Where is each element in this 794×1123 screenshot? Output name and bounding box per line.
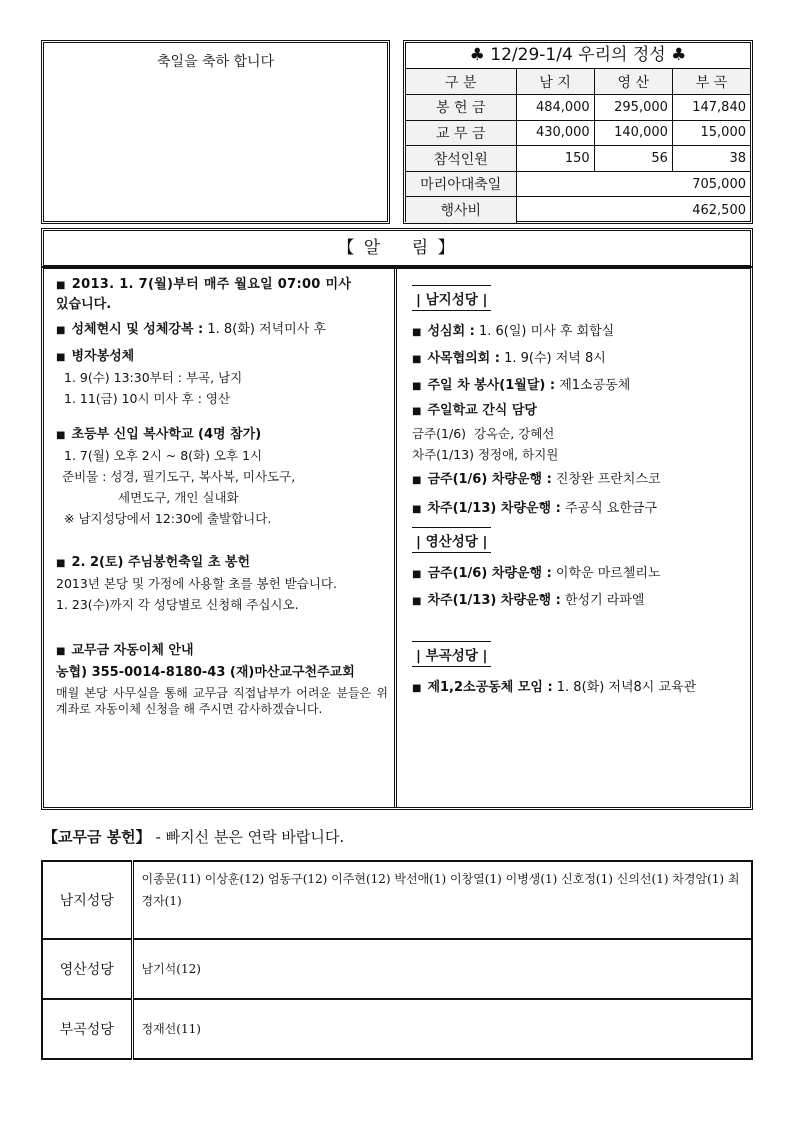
notice-item-title: 주일 차 봉사(1월달) : [427,378,556,393]
bullet-square-icon [56,322,71,337]
notice-item [56,425,388,445]
offering-header-cell: 부 곡 [672,69,750,95]
notice-item-title: 병자봉성체 [71,349,135,364]
notice-item [412,319,742,346]
bullet-square-icon [412,501,427,516]
notice-item-cont: 있습니다. [56,297,112,312]
notice-item-title: 성체현시 및 성체강복 : [71,322,204,337]
bullet-square-icon [412,593,427,608]
notice-item [56,275,388,295]
offering-cell: 484,000 [516,95,594,121]
offering-row-label: 교 무 금 [406,120,516,146]
notice-item [56,641,388,661]
offering-header-cell: 영 산 [594,69,672,95]
notice-item-text: 진창완 프란치스코 [551,472,661,487]
offering-cell: 430,000 [516,120,594,146]
notice-item [412,373,742,400]
bullet-square-icon [412,378,427,393]
bullet-square-icon [412,351,427,366]
notice-item-title: 2. 2(토) 주님봉헌축일 초 봉헌 [71,555,251,570]
church-heading-bugok: | 부곡성당 | [412,641,491,667]
notice-item-text: 1. 8(화) 저녁미사 후 [203,322,326,337]
offering-cell: 295,000 [594,95,672,121]
tithe-section-title [43,826,344,847]
notice-item [56,320,388,340]
offering-row [406,95,750,121]
offering-row-label: 봉 헌 금 [406,95,516,121]
notice-item [412,561,742,588]
offering-cell: 38 [672,146,750,172]
church-heading-yeongsan: | 영산성당 | [412,527,491,553]
notice-item-title: 주일학교 간식 담당 [427,403,537,418]
names-cell: 남기석(12) [132,939,752,999]
offering-cell: 150 [516,146,594,172]
notice-item-text: 1. 9(수) 저녁 8시 [499,351,606,366]
offering-header-cell: 구 분 [406,69,516,95]
tithe-title-bold: 【교무금 봉헌】 [43,828,151,846]
notice-item-text: 1. 8(화) 저녁8시 교육관 [552,680,697,695]
church-name-cell: 남지성당 [42,861,132,939]
notice-item-text: 주공식 요한금구 [560,501,657,516]
celebration-box [41,40,390,224]
notice-item-title: 금주(1/6) 차량운행 : [427,472,552,487]
offering-cell: 15,000 [672,120,750,146]
offering-row-label: 참석인원 [406,146,516,172]
notice-item-text: 2013. 1. 7(월)부터 매주 월요일 07:00 미사 [71,277,352,292]
notice-item-title: 금주(1/6) 차량운행 : [427,566,552,581]
notice-line: 1. 9(수) 13:30부터 : 부곡, 남지 [64,370,243,385]
offering-row [406,197,750,223]
notice-line: 준비물 : 성경, 필기도구, 복사복, 미사도구, [62,469,296,484]
bullet-square-icon [412,680,427,695]
church-name-cell: 영산성당 [42,939,132,999]
notice-line: 1. 7(월) 오후 2시 ~ 8(화) 오후 1시 [64,448,263,463]
notice-title-box [41,228,753,268]
offering-summary-box [403,40,753,224]
notice-item-text: 1. 6(일) 미사 후 회합실 [474,324,615,339]
notice-item-text: 한성기 라파엘 [560,593,645,608]
bullet-square-icon [56,277,72,292]
notice-line: 매월 본당 사무실을 통해 교무금 직접납부가 어려운 분들은 위 계좌로 자동이체 신청을 해 주시면 감사하겠습니다. [56,686,388,716]
offering-row-label: 행사비 [406,197,516,223]
notice-item [412,346,742,373]
notice-item [412,675,742,702]
bullet-square-icon [412,566,427,581]
names-cell: 이종문(11) 이상훈(12) 엄동구(12) 이주현(12) 박선애(1) 이창열(1) 이병생(1) 신호정(1) 신의선(1) 차경암(1) 최경자(1) [132,861,752,939]
offering-row [406,120,750,146]
celebration-text: 축일을 축하 합니다 [156,54,275,70]
offering-row [406,171,750,197]
notice-line: 2013년 본당 및 가정에 사용할 초를 봉헌 받습니다. [56,576,337,591]
offering-row-label: 마리아대축일 [406,171,516,197]
offering-title: ♣ 12/29-1/4 우리의 정성 ♣ [406,43,750,69]
notice-line: 금주(1/6) 강옥순, 강혜선 [412,426,555,441]
bullet-square-icon [412,324,427,339]
offering-row [406,146,750,172]
church-name-cell: 부곡성당 [42,999,132,1059]
table-row [42,999,752,1059]
notice-body [41,266,753,810]
notice-item-title: 교무금 자동이체 안내 [71,643,194,658]
notice-item-title: 차주(1/13) 차량운행 : [427,501,561,516]
notice-item-text: 제1소공동체 [555,378,631,393]
notice-line: 1. 11(금) 10시 미사 후 : 영산 [64,391,231,406]
notice-item [412,400,742,423]
notice-title: 【 알 림 】 [337,238,457,258]
bullet-square-icon [56,349,71,364]
account-line: 농협) 355-0014-8180-43 (재)마산교구천주교회 [56,665,355,680]
notice-item [412,588,742,615]
names-cell: 정재선(11) [132,999,752,1059]
offering-header-row [406,69,750,95]
offering-header-cell: 남 지 [516,69,594,95]
table-row [42,939,752,999]
offering-table [406,69,750,223]
offering-cell: 462,500 [516,197,750,223]
notice-item [56,347,388,367]
tithe-title-rest: - 빠지신 분은 연락 바랍니다. [150,828,345,846]
notice-line: 차주(1/13) 정정애, 하지원 [412,447,559,462]
bullet-square-icon [412,472,427,487]
offering-cell: 56 [594,146,672,172]
notice-item-title: 성심회 : [427,324,475,339]
notice-item-title: 초등부 신입 복사학교 (4명 참가) [71,427,262,442]
notice-item-title: 제1,2소공동체 모임 : [427,680,553,695]
bullet-square-icon [56,555,71,570]
bullet-square-icon [412,403,427,418]
offering-cell: 705,000 [516,171,750,197]
notice-right-column [400,269,750,807]
notice-item-text: 이학운 마르첼리노 [551,566,661,581]
notice-line: 1. 23(수)까지 각 성당별로 신청해 주십시오. [56,597,299,612]
church-heading-namji: | 남지성당 | [412,285,491,311]
bullet-square-icon [56,643,71,658]
notice-line: 세면도구, 개인 실내화 [118,490,239,505]
notice-item [56,553,388,573]
offering-cell: 140,000 [594,120,672,146]
offering-cell: 147,840 [672,95,750,121]
notice-item [412,465,742,496]
table-row [42,861,752,939]
tithe-table [41,860,753,1060]
notice-item-title: 차주(1/13) 차량운행 : [427,593,561,608]
notice-item [412,496,742,523]
notice-line: ※ 남지성당에서 12:30에 출발합니다. [64,511,272,526]
notice-left-column [44,269,397,807]
notice-item-title: 사목협의회 : [427,351,500,366]
bullet-square-icon [56,427,71,442]
